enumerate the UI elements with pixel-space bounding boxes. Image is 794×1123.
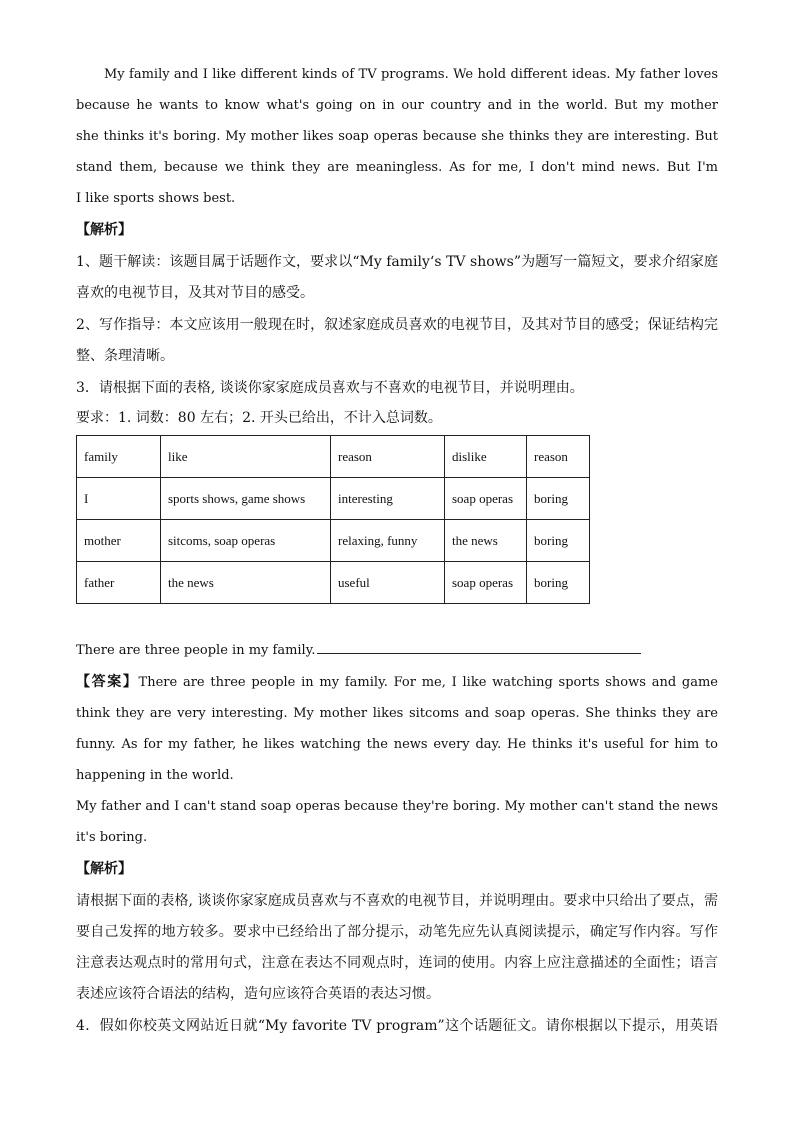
essay-line: My family and I like different kinds of TV programs. We hold different ideas. My father loves <box>104 67 718 82</box>
table-cell: useful <box>331 562 445 604</box>
table-cell: I <box>77 478 161 520</box>
table-cell: dislike <box>445 436 527 478</box>
table-cell: boring <box>527 562 590 604</box>
table-cell: soap operas <box>445 562 527 604</box>
table-cell: sports shows, game shows <box>161 478 331 520</box>
essay-line: I like sports shows best. <box>76 191 236 206</box>
answer-line: it's boring. <box>76 830 148 845</box>
answer-line: funny. As for my father, he likes watching the news every day. He thinks it's useful for him to <box>76 737 718 752</box>
table-row <box>77 520 590 562</box>
analysis-line: 2、写作指导：本文应该用一般现在时，叙述家庭成员喜欢的电视节目，及其对节目的感受；保证结构完 <box>76 317 718 333</box>
answer-text: There are three people in my family. For me, I like watching sports shows and game <box>138 675 718 690</box>
table-cell: soap operas <box>445 478 527 520</box>
table-cell: boring <box>527 478 590 520</box>
table-row <box>77 562 590 604</box>
analysis-heading: 【解析】 <box>76 222 132 238</box>
analysis-line: 1、题干解读：该题目属于话题作文，要求以“My family‘s TV shows”为题写一篇短文，要求介绍家庭 <box>76 254 718 270</box>
essay-line: because he wants to know what's going on in our country and in the world. But my mother <box>76 98 718 113</box>
answer-line: happening in the world. <box>76 768 234 783</box>
answer-blank <box>317 641 641 654</box>
answer-heading: 【答案】 <box>76 674 139 690</box>
table-cell: like <box>161 436 331 478</box>
table-cell: reason <box>527 436 590 478</box>
table-cell: interesting <box>331 478 445 520</box>
table-cell: reason <box>331 436 445 478</box>
question-3-title: 3．请根据下面的表格, 谈谈你家家庭成员喜欢与不喜欢的电视节目，并说明理由。 <box>76 380 584 396</box>
table-cell: the news <box>161 562 331 604</box>
question-3-requirements: 要求：1. 词数：80 左右；2. 开头已给出，不计入总词数。 <box>76 410 442 426</box>
analysis-line: 喜欢的电视节目，及其对节目的感受。 <box>76 285 314 301</box>
question-4-line: 4．假如你校英文网站近日就“My favorite TV program”这个话题征文。请你根据以下提示，用英语 <box>76 1018 718 1034</box>
table-cell: relaxing, funny <box>331 520 445 562</box>
answer-line: My father and I can't stand soap operas because they're boring. My mother can't stand the news <box>76 799 718 814</box>
table-row <box>77 478 590 520</box>
table-cell: father <box>77 562 161 604</box>
table-cell: boring <box>527 520 590 562</box>
analysis-line: 请根据下面的表格, 谈谈你家家庭成员喜欢与不喜欢的电视节目，并说明理由。要求中只给出了要点，需 <box>76 893 718 909</box>
table-cell: mother <box>77 520 161 562</box>
prompt-start-text: There are three people in my family. <box>76 643 316 658</box>
tv-preferences-table <box>76 435 590 604</box>
prompt-line <box>76 635 718 666</box>
essay-line: she thinks it's boring. My mother likes soap operas because she thinks they are interesting. But <box>76 129 718 144</box>
analysis-line: 整、条理清晰。 <box>76 348 174 364</box>
table-cell: the news <box>445 520 527 562</box>
table-cell: family <box>77 436 161 478</box>
answer-line: think they are very interesting. My mother likes sitcoms and soap operas. She thinks they are <box>76 706 718 721</box>
analysis-heading: 【解析】 <box>76 861 132 877</box>
analysis-line: 要自己发挥的地方较多。要求中已经给出了部分提示，动笔先应先认真阅读提示，确定写作内容。写作 <box>76 924 718 940</box>
essay-line: stand them, because we think they are meaningless. As for me, I don't mind news. But I'm <box>76 160 718 175</box>
table-header-row <box>77 436 590 478</box>
analysis-line: 注意表达观点时的常用句式，注意在表达不同观点时，连词的使用。内容上应注意描述的全面性；语言 <box>76 955 718 971</box>
analysis-line: 表述应该符合语法的结构，造句应该符合英语的表达习惯。 <box>76 986 440 1002</box>
table-cell: sitcoms, soap operas <box>161 520 331 562</box>
answer-line <box>76 667 718 698</box>
